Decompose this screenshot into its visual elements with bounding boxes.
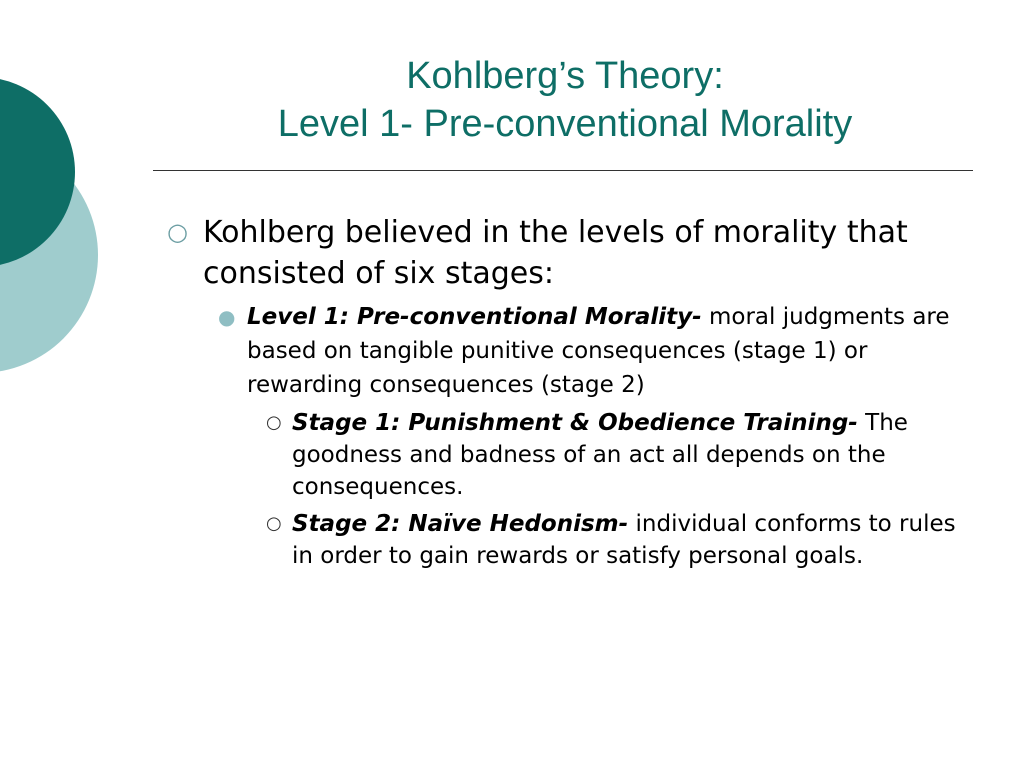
bullet-text: The goodness and badness of an act all depends on the consequences. xyxy=(292,410,908,500)
bullet-emphasis: Stage 2: Naïve Hedonism- xyxy=(292,511,629,537)
title-divider xyxy=(153,170,973,171)
slide-body xyxy=(160,212,980,572)
bullet-text: individual conforms to rules in order to gain rewards or satisfy personal goals. xyxy=(292,511,956,569)
hollow-circle-bullet-icon: ○ xyxy=(266,513,282,534)
slide-title xyxy=(155,52,975,148)
bullet-level-3-stage-2 xyxy=(160,508,980,572)
hollow-circle-bullet-icon: ○ xyxy=(167,218,188,246)
bullet-level-1 xyxy=(160,212,980,294)
hollow-circle-bullet-icon: ○ xyxy=(266,412,282,433)
decorative-circles xyxy=(0,0,120,420)
bullet-text: moral judgments are based on tangible punitive consequences (stage 1) or rewarding consequences (stage 2) xyxy=(247,304,950,398)
filled-circle-bullet-icon: ● xyxy=(218,305,236,329)
bullet-level-2 xyxy=(160,300,980,402)
title-line-2: Level 1- Pre-conventional Morality xyxy=(277,103,853,145)
bullet-level-3-stage-1 xyxy=(160,407,980,503)
bullet-text: Kohlberg believed in the levels of morality that consisted of six stages: xyxy=(203,215,908,291)
bullet-emphasis: Stage 1: Punishment & Obedience Training- xyxy=(292,410,858,436)
title-line-1: Kohlberg’s Theory: xyxy=(406,55,724,97)
bullet-emphasis: Level 1: Pre-conventional Morality- xyxy=(247,304,702,330)
